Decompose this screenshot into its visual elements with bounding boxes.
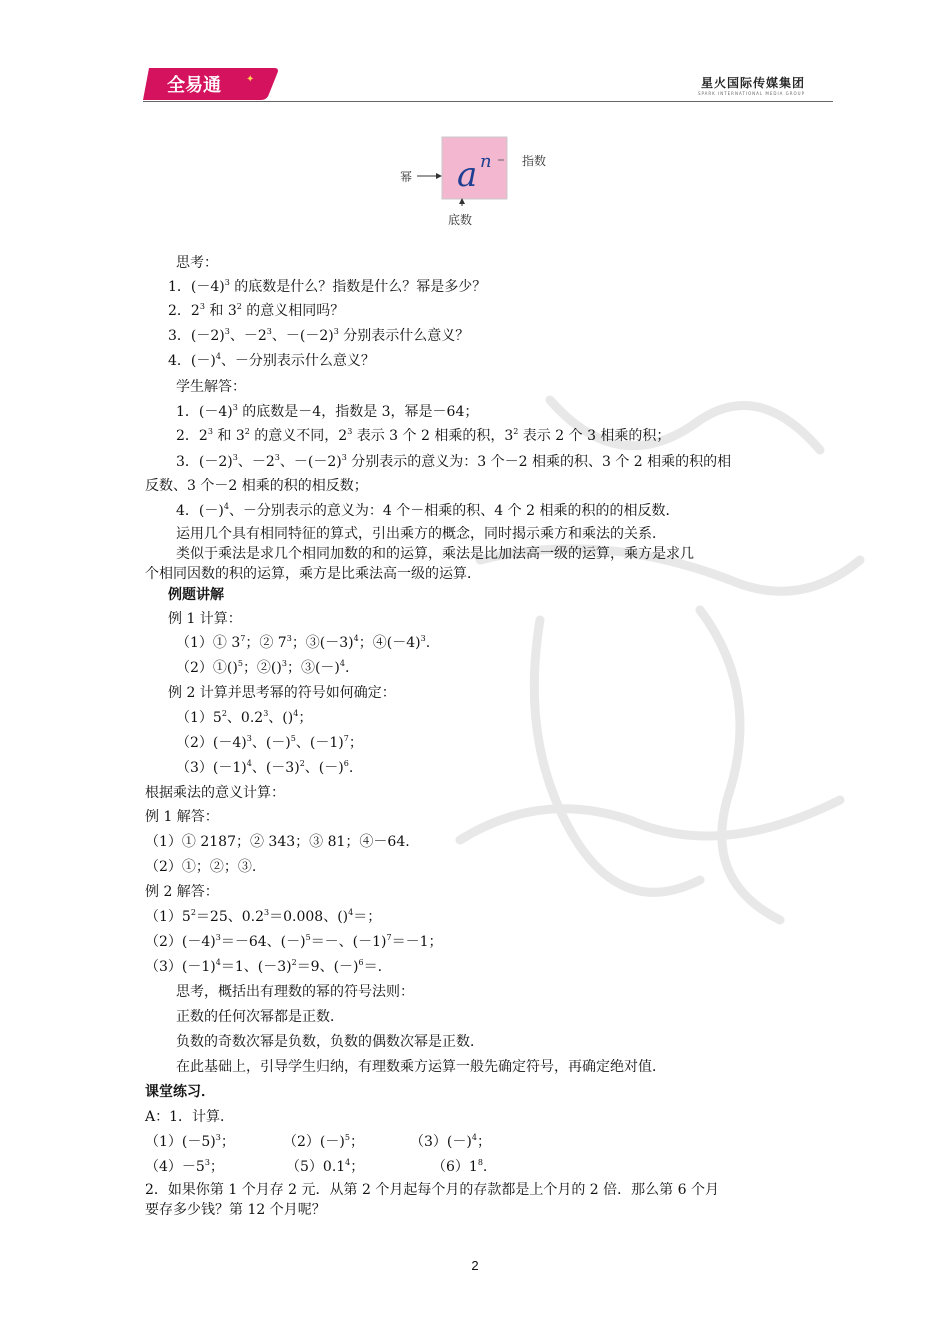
solution-2-title: 例 2 解答： (145, 884, 219, 900)
company-name-en: SPARK INTERNATIONAL MEDIA GROUP (697, 91, 805, 96)
practice-a-item-2: $(2)(-)^5$； (283, 1133, 364, 1150)
logo-text: 全易通 (167, 75, 221, 96)
example-1-part-1: （1）① $3^7$；② $7^3$；$③(-3)^4$；$④(-4)^3$. (176, 634, 431, 651)
power-diagram (0, 0, 950, 240)
solution-2-part-1: $(1)5^2=25$、$0.2^3=0.008$、()$^4$＝； (145, 908, 382, 925)
page-number: 2 (471, 1258, 479, 1273)
diagram-label-base: 底数 (448, 213, 473, 227)
practice-a-item-5: $(5)0.1^4$； (286, 1158, 365, 1175)
calc-intro: 根据乘法的意义计算： (145, 785, 285, 801)
answers-title: 学生解答： (176, 379, 246, 395)
question-2: 2．$2^3$ 和 $3^2$ 的意义相同吗？ (168, 302, 345, 319)
answer-3-line-2: 反数、3 个－2 相乘的积的相反数； (145, 478, 368, 494)
example-2-part-1: $(1)5^2$、$0.2^3$、()$^4$； (176, 709, 313, 726)
question-1: 1．$(-4)^3$ 的底数是什么？指数是什么？幂是多少？ (168, 278, 487, 295)
rule-negative: 负数的奇数次幂是负数，负数的偶数次幂是正数． (176, 1034, 484, 1050)
svg-text:✦: ✦ (246, 74, 255, 85)
power-arrowhead (436, 173, 442, 179)
practice-a-item-1: $(1)(-5)^3$； (145, 1133, 235, 1150)
paragraph-2-line-2: 个相同因数的积的运算，乘方是比乘法高一级的运算． (145, 566, 481, 582)
question-3: 3．$(-2)^3$、$-2^3$、$-(-2)^3$ 分别表示什么意义？ (168, 327, 470, 344)
rule-positive: 正数的任何次幂都是正数． (176, 1009, 344, 1025)
practice-a-item-4: $(4)-5^3$； (145, 1158, 224, 1175)
diagram-exponent-symbol: n (480, 151, 492, 172)
solution-2-part-2: $(2)(-4)^3=-64$、$(-)^5=-$、$(-1)^7=-1$； (145, 933, 443, 950)
solution-1-part-1: （1）① 2187；② 343；③ 81；④－64. (145, 834, 410, 850)
example-2-title: 例 2 计算并思考幂的符号如何确定： (168, 685, 396, 701)
rule-intro: 思考，概括出有理数的幂的符号法则： (176, 984, 414, 1000)
example-2-part-2: $(2)(-4)^3$、$(-)^5$、$(-1)^7$； (176, 734, 363, 751)
paragraph-2-line-1: 类似于乘法是求几个相同加数的和的运算，乘法是比加法高一级的运算，乘方是求几 (176, 546, 694, 562)
solution-1-title: 例 1 解答： (145, 809, 219, 825)
practice-a-item-6: $(6)1^8$. (432, 1158, 488, 1175)
practice-2-line-1: 2．如果你第 1 个月存 2 元．从第 2 个月起每个月的存款都是上个月的 2 倍．那么第 6 个月 (145, 1182, 719, 1198)
section-heading-examples: 例题讲解 (168, 587, 224, 603)
practice-2-line-2: 要存多少钱？第 12 个月呢？ (145, 1202, 326, 1218)
company-name-cn: 星火国际传媒集团 (700, 76, 805, 90)
answer-2: 2．$2^3$ 和 $3^2$ 的意义不同，$2^3$ 表示 3 个 2 相乘的积，$3^2$ 表示 2 个 3 相乘的积； (176, 427, 671, 444)
solution-2-part-3: $(3)(-1)^4=1$、$(-3)^2=9$、$(-)^6=$. (145, 958, 383, 975)
answer-3-line-1: 3．$(-2)^3$、$-2^3$、$-(-2)^3$ 分别表示的意义为：3 个－2 相乘的积、3 个 2 相乘的积的相 (176, 453, 732, 470)
section-heading-practice: 课堂练习． (145, 1084, 215, 1100)
practice-a-item-3: $(3)(-)^4$； (410, 1133, 491, 1150)
example-1-part-2: （2）①()$^5$；②()$^3$；$③(-)^4$. (176, 659, 350, 676)
example-2-part-3: $(3)(-1)^4$、$(-3)^2$、$(-)^6$. (176, 759, 354, 776)
practice-a-title: A：1．计算． (145, 1109, 235, 1125)
diagram-label-power: 幂 (400, 170, 413, 184)
think-title: 思考： (176, 255, 218, 271)
diagram-base-symbol: a (457, 155, 478, 195)
example-1-title: 例 1 计算： (168, 611, 242, 627)
paragraph-1: 运用几个具有相同特征的算式，引出乘方的概念，同时揭示乘方和乘法的关系． (176, 526, 666, 542)
question-4: 4．$(-)^4$、－分别表示什么意义？ (168, 352, 375, 369)
answer-4: 4．$(-)^4$、－分别表示的意义为：4 个－相乘的积、4 个 2 相乘的积的的相反数． (176, 502, 680, 519)
rule-summary: 在此基础上，引导学生归纳，有理数乘方运算一般先确定符号，再确定绝对值． (176, 1059, 666, 1075)
solution-1-part-2: （2）①；②；③. (145, 859, 257, 875)
answer-1: 1．$(-4)^3$ 的底数是－4，指数是 3，幂是－64； (176, 403, 479, 420)
diagram-label-exponent: 指数 (522, 154, 547, 168)
